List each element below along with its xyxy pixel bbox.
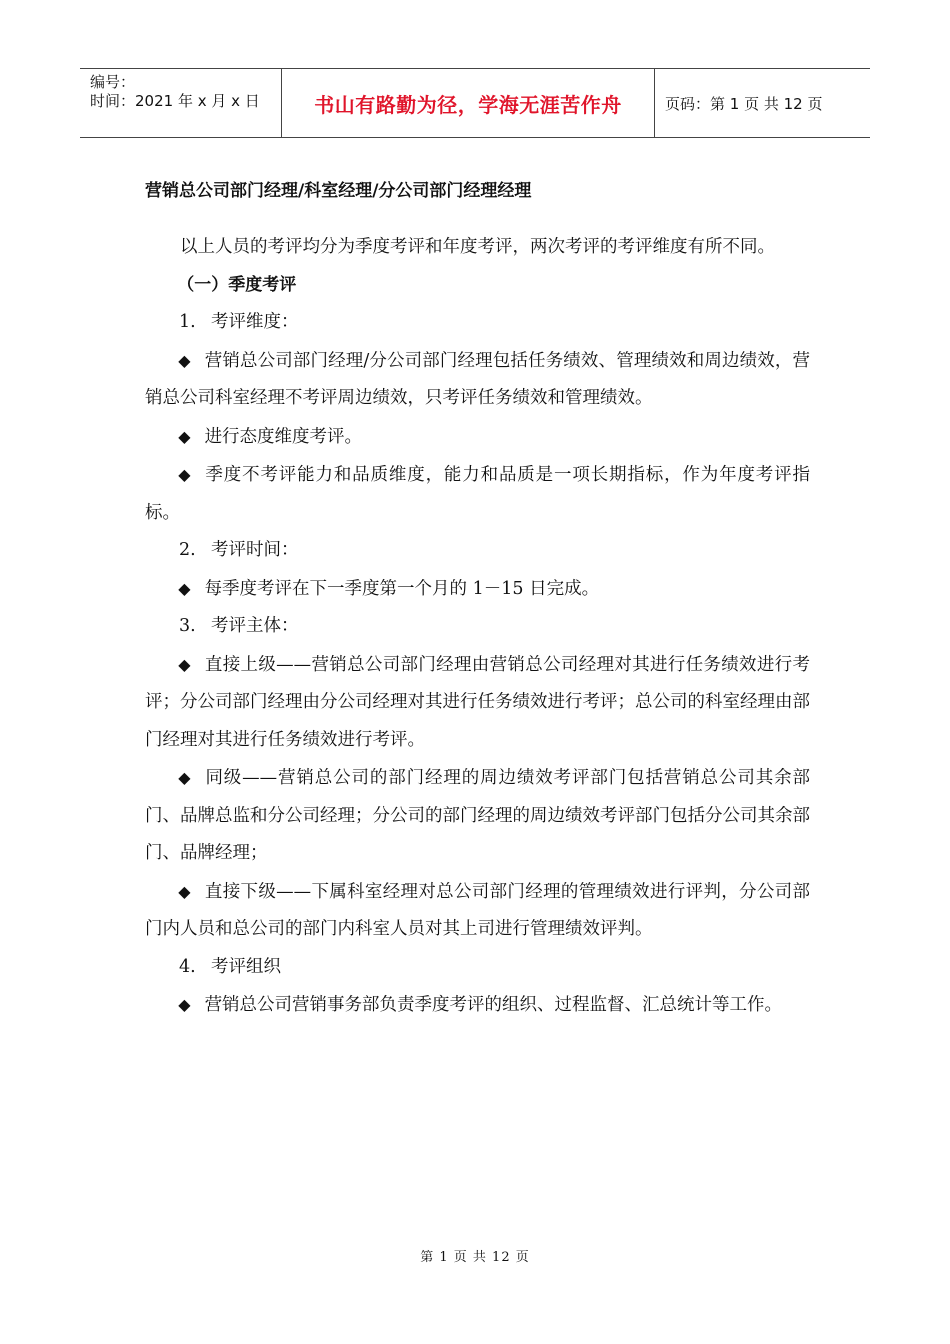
bullet-text: 同级——营销总公司的部门经理的周边绩效考评部门包括营销总公司其余部门、品牌总监和分公司经理；分公司的部门经理的周边绩效考评部门包括分公司其余部门、品牌经理； [145,768,810,863]
diamond-bullet-icon: ◆ [178,654,191,674]
bullet-paragraph [145,342,810,418]
page-footer: 第 1 页 共 12 页 [420,1250,530,1265]
bullet-text: 营销总公司部门经理/分公司部门经理包括任务绩效、管理绩效和周边绩效，营销总公司科室经理不考评周边绩效，只考评任务绩效和管理绩效。 [145,350,810,408]
header-page-info: 页码：第 1 页 共 12 页 [665,94,823,113]
bullet-paragraph [145,873,810,949]
bullet-text: 直接下级——下属科室经理对总公司部门经理的管理绩效进行评判，分公司部门内人员和总公司的部门内科室人员对其上司进行管理绩效评判。 [145,881,810,939]
item-label: 考评组织 [211,956,281,977]
page-header [80,68,870,138]
bullet-paragraph [145,646,810,760]
bullet-paragraph [145,759,810,873]
code-label: 编号： [90,73,136,91]
time-label: 时间：2021 年 x 月 x 日 [90,92,260,110]
item-number: 1. [179,312,196,332]
item-number: 2. [179,540,196,560]
item-label: 考评时间： [211,540,299,560]
numbered-item [145,608,810,646]
diamond-bullet-icon: ◆ [178,881,191,901]
item-label: 考评维度： [211,312,299,332]
item-number: 4. [179,956,196,977]
diamond-bullet-icon: ◆ [178,768,192,787]
bullet-paragraph [145,418,810,457]
diamond-bullet-icon: ◆ [178,350,191,370]
diamond-bullet-icon: ◆ [178,465,192,484]
bullet-text: 每季度考评在下一季度第一个月的 1－15 日完成。 [204,578,600,599]
diamond-bullet-icon: ◆ [178,578,191,598]
item-number: 3. [179,616,196,636]
section-heading: （一）季度考评 [177,274,297,295]
diamond-bullet-icon: ◆ [178,995,191,1014]
diamond-bullet-icon: ◆ [178,426,191,446]
intro-paragraph: 以上人员的考评均分为季度考评和年度考评，两次考评的考评维度有所不同。 [180,237,775,257]
bullet-paragraph [145,456,810,532]
numbered-item [145,532,810,570]
bullet-text: 营销总公司营销事务部负责季度考评的组织、过程监督、汇总统计等工作。 [204,995,783,1015]
item-label: 考评主体： [211,616,299,636]
document-body [145,176,810,1025]
numbered-item [145,304,810,342]
bullet-paragraph [145,570,810,609]
header-motto: 书山有路勤为径，学海无涯苦作舟 [282,69,655,137]
document-title: 营销总公司部门经理/科室经理/分公司部门经理经理 [145,181,532,201]
bullet-text: 季度不考评能力和品质维度，能力和品质是一项长期指标，作为年度考评指标。 [145,465,810,523]
header-meta [80,69,282,137]
bullet-text: 直接上级——营销总公司部门经理由营销总公司经理对其进行任务绩效进行考评；分公司部门经理由分公司经理对其进行任务绩效进行考评；总公司的科室经理由部门经理对其进行任务绩效进行考评。 [145,654,810,750]
bullet-paragraph [145,986,810,1025]
numbered-item [145,949,810,987]
bullet-text: 进行态度维度考评。 [204,426,363,447]
